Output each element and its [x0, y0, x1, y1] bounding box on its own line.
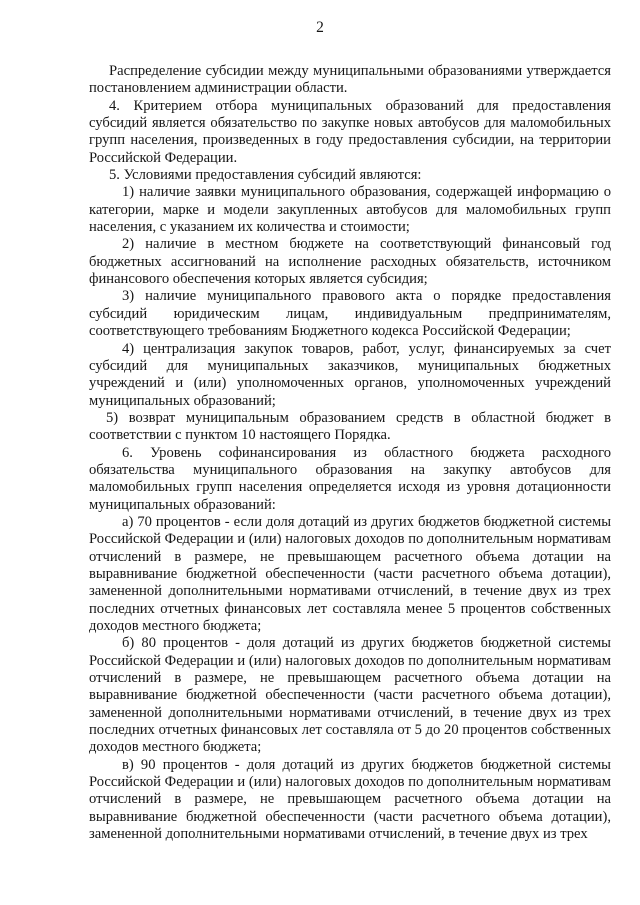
document-body	[89, 63, 611, 843]
paragraph: 4. Критерием отбора муниципальных образований для предоставления субсидий является обязательство по закупке новых автобусов для маломобильных групп населения, произведенных в году предоставления субсидии, на территории Российской Федерации.	[89, 97, 611, 166]
paragraph: Распределение субсидии между муниципальными образованиями утверждается постановлением администрации области.	[89, 63, 611, 97]
paragraph: 4) централизация закупок товаров, работ, услуг, финансируемых за счет субсидий для муниципальных заказчиков, муниципальных бюджетных учреждений и (или) уполномоченных органов, уполномоченных учреждений муниципальных образований;	[89, 340, 611, 409]
paragraph: 5) возврат муниципальным образованием средств в областной бюджет в соответствии с пунктом 10 настоящего Порядка.	[89, 409, 611, 444]
paragraph: 5. Условиями предоставления субсидий являются:	[109, 167, 422, 184]
paragraph: в) 90 процентов - доля дотаций из других бюджетов бюджетной системы Российской Федерации и (или) налоговых доходов по дополнительным нормативам отчислений в размере, не превышающем расчетного объема дотации на выравнивание бюджетной обеспеченности (части расчетного объема дотации), замененной дополнительными нормативами отчислений, в течение двух из трех	[89, 756, 611, 843]
paragraph: 1) наличие заявки муниципального образования, содержащей информацию о категории, марке и модели закупленных автобусов для маломобильных групп населения, с указанием их количества и стоимости;	[89, 184, 611, 236]
paragraph: 2) наличие в местном бюджете на соответствующий финансовый год бюджетных ассигнований на исполнение расходных обязательств, источником финансового обеспечения которых является субсидия;	[89, 236, 611, 288]
paragraph: 3) наличие муниципального правового акта о порядке предоставления субсидий юридическим лицам, индивидуальным предпринимателям, соответствующего требованиям Бюджетного кодекса Российской Федерации;	[89, 288, 611, 340]
paragraph: 6. Уровень софинансирования из областного бюджета расходного обязательства муниципального образования на закупку автобусов для маломобильных групп населения определяется исходя из уровня дотационности муниципальных образований:	[89, 444, 611, 513]
paragraph: б) 80 процентов - доля дотаций из других бюджетов бюджетной системы Российской Федерации и (или) налоговых доходов по дополнительным нормативам отчислений в размере, не превышающем расчетного объема дотации на выравнивание бюджетной обеспеченности (части расчетного объема дотации), замененной дополнительными нормативами отчислений, в течение двух из трех последних отчетных финансовых лет составляла от 5 до 20 процентов собственных доходов местного бюджета;	[89, 635, 611, 756]
page-number: 2	[316, 19, 324, 36]
paragraph: а) 70 процентов - если доля дотаций из других бюджетов бюджетной системы Российской Федерации и (или) налоговых доходов по дополнительным нормативам отчислений в размере, не превышающем расчетного объема дотации на выравнивание бюджетной обеспеченности (части расчетного объема дотации), замененной дополнительными нормативами отчислений, в течение двух из трех последних отчетных финансовых лет составляла менее 5 процентов собственных доходов местного бюджета;	[89, 513, 611, 634]
